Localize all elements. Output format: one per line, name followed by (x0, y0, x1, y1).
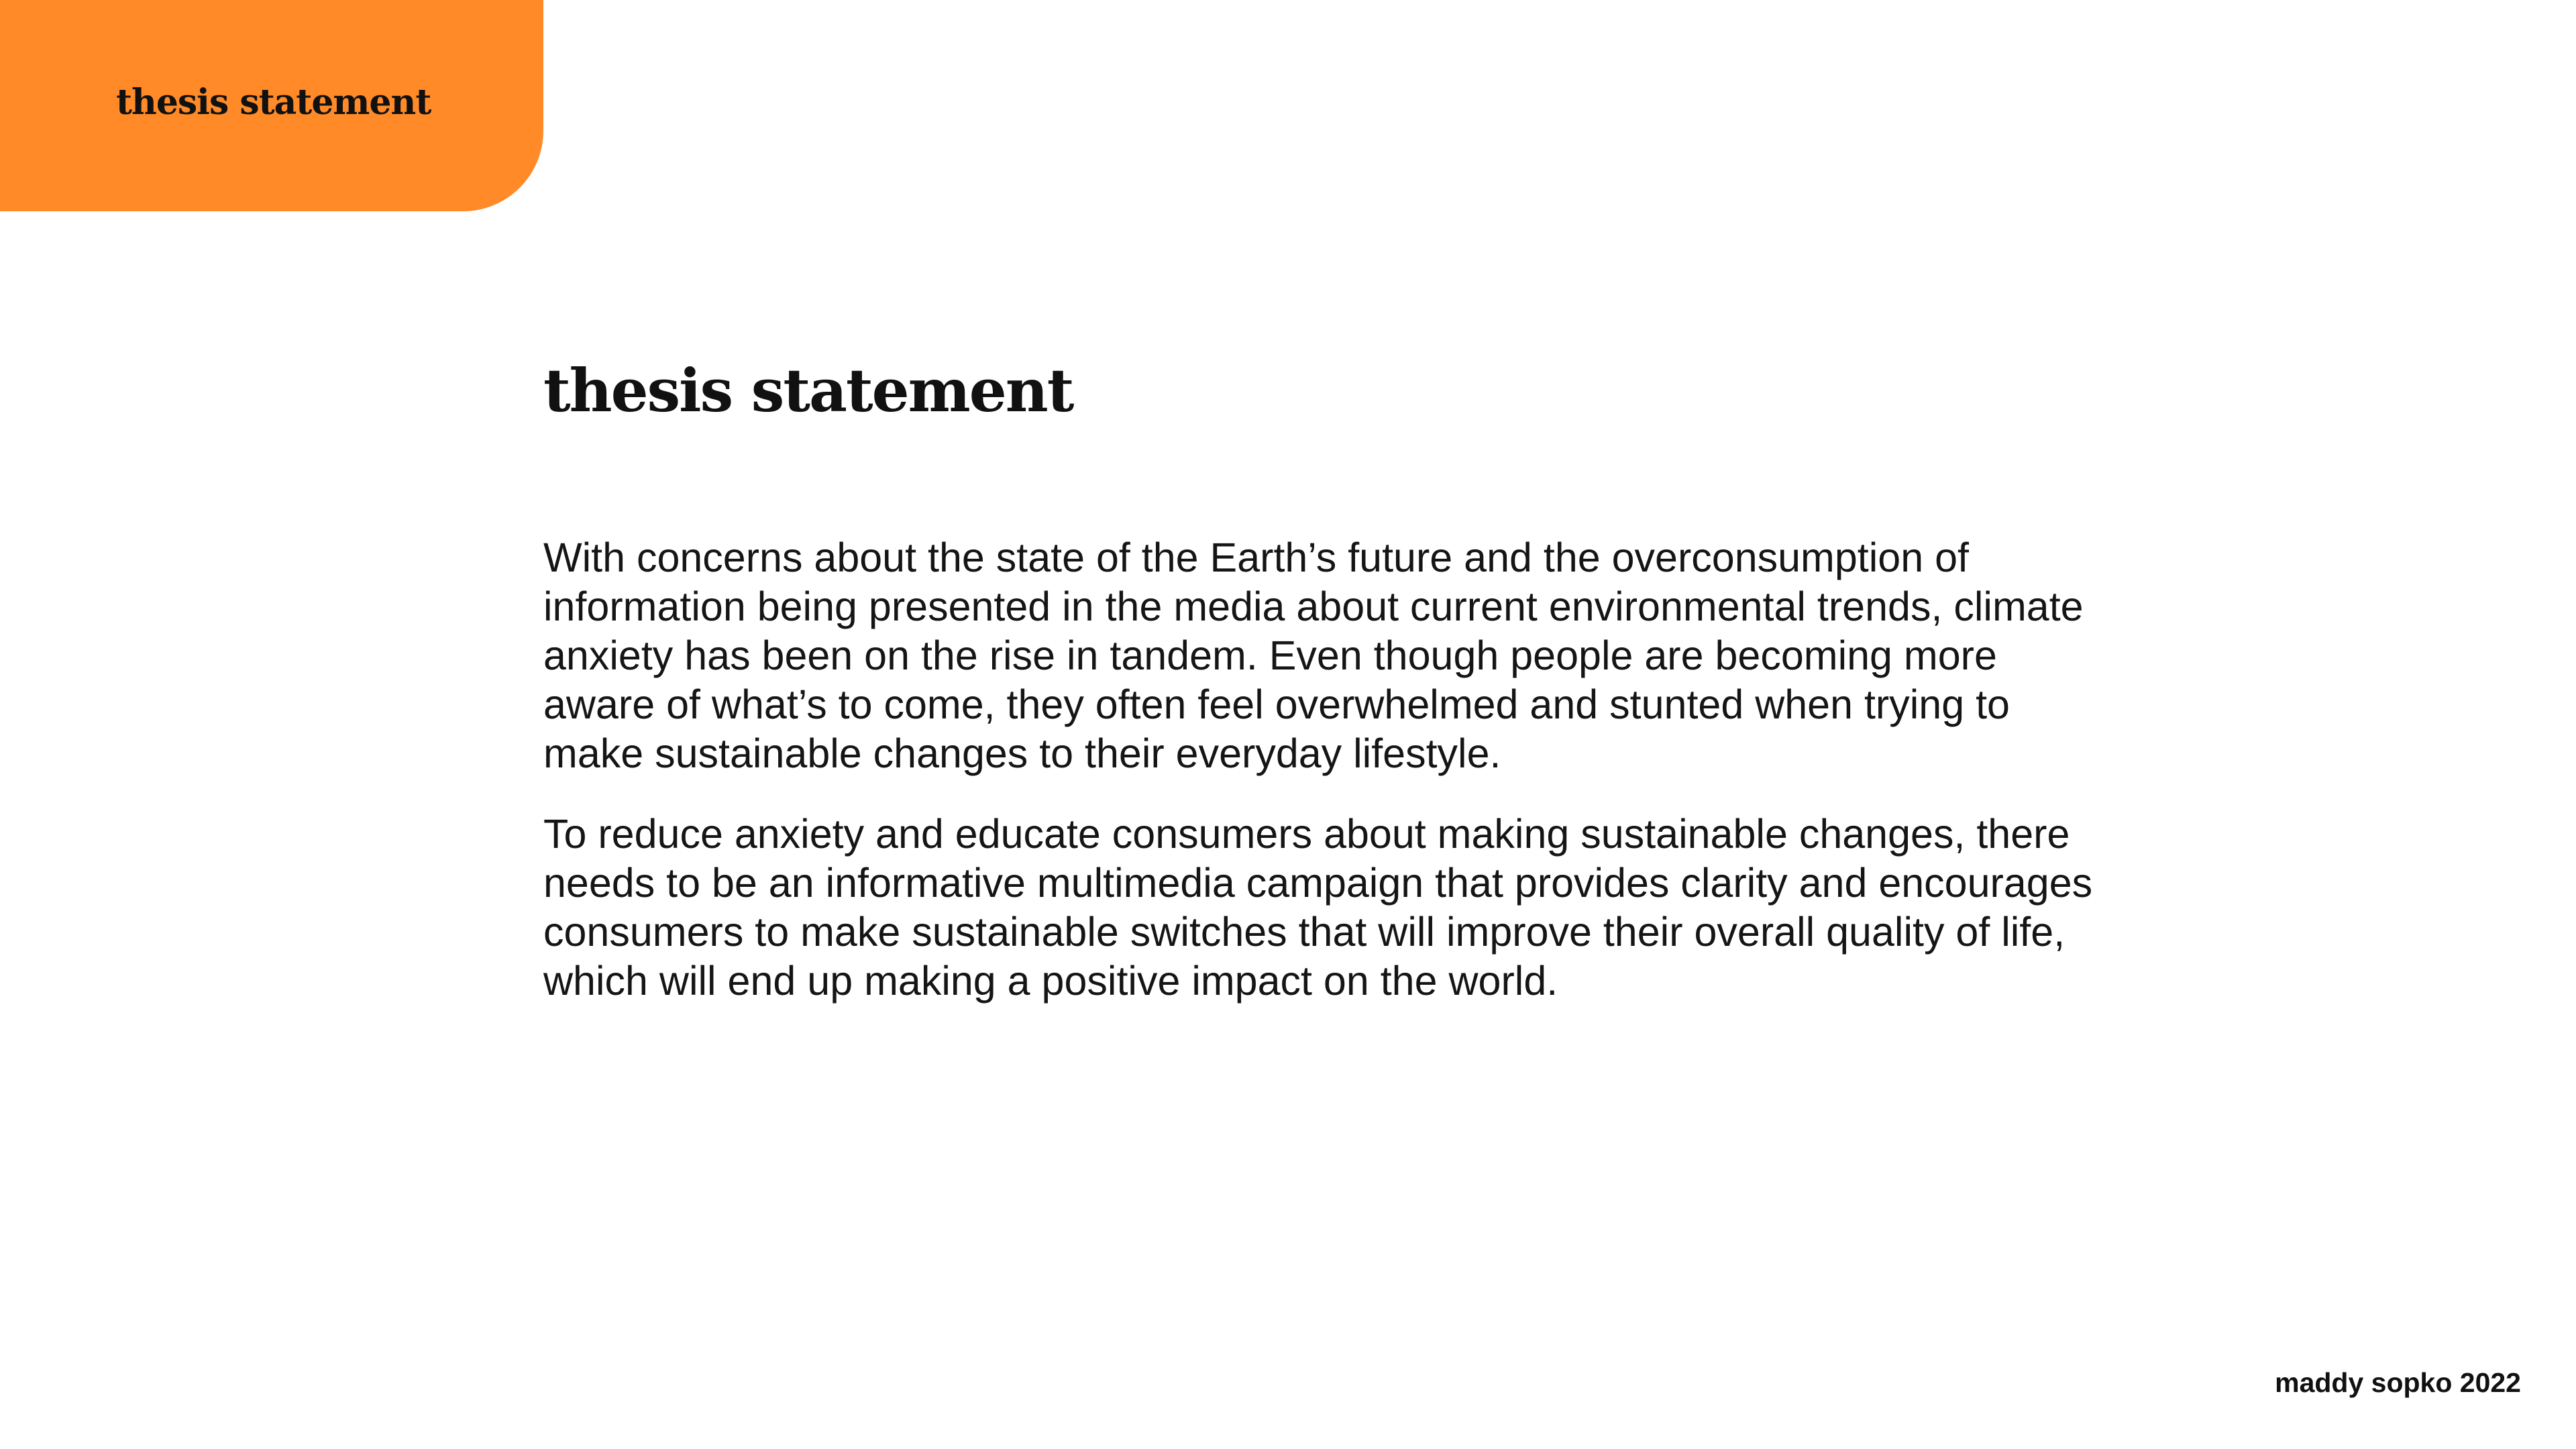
thesis-body (543, 533, 2106, 1037)
section-tab (0, 0, 543, 211)
paragraph-2: To reduce anxiety and educate consumers about making sustainable changes, there needs to be an informative multimedia campaign that provides clarity and encourages consumers to make sustainable switches that will improve their overall quality of life, which will end up making a positive impact on the world. (543, 811, 2093, 1004)
page-title: thesis statement (543, 356, 1073, 425)
section-tab-label: thesis statement (116, 82, 431, 123)
paragraph-1: With concerns about the state of the Earth’s future and the overconsumption of information being presented in the media about current environmental trends, climate anxiety has been on the rise in tandem. Even though people are becoming more aware of what’s to come, they often feel overwhelmed and stunted when trying to make sustainable changes to their everyday lifestyle. (543, 535, 2084, 776)
footer-credit: maddy sopko 2022 (2275, 1367, 2521, 1398)
